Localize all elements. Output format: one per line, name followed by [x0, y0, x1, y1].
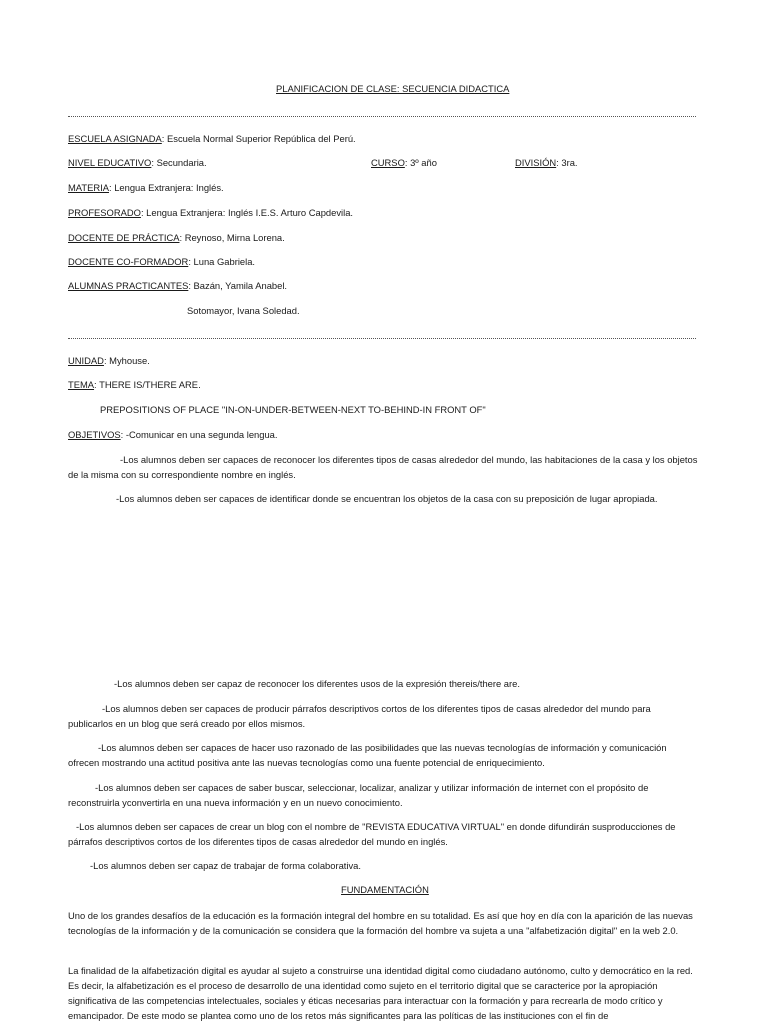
objective-item: -Los alumnos deben ser capaces de producir párrafos descriptivos cortos de los diferentes tipos de casas alrededor del mundo para publicarlos en un blog que será creado por ellos mismos.	[68, 703, 651, 729]
alumnas-label: ALUMNAS PRACTICANTES	[68, 280, 189, 291]
fundamentacion-paragraph-2: La finalidad de la alfabetización digital es ayudar al sujeto a construirse una identidad digital como ciudadano autónomo, culto y democrático en la red. Es decir, la alfabetización es el proceso de desarrollo de una identidad como sujeto en el territorio digital que se caracterice por la apropiación significativa de las competencias intelectuales, sociales y éticas necesarias para interactuar con la formación y para recrearla de modo crítico y emancipador. De este modo se plantea como uno de los retos más significantes para las políticas de las instituciones con el fin de	[68, 965, 693, 1021]
division-field	[515, 157, 578, 169]
coformador-line	[68, 256, 255, 268]
nivel-value: : Secundaria.	[151, 157, 207, 168]
profesorado-label: PROFESORADO	[68, 207, 141, 218]
fundamentacion-heading: FUNDAMENTACIÓN	[341, 884, 429, 895]
nivel-label: NIVEL EDUCATIVO	[68, 157, 152, 168]
objetivos-label: OBJETIVOS	[68, 429, 121, 440]
dotted-divider-bottom	[68, 338, 696, 339]
tema-label: TEMA	[68, 379, 95, 390]
escuela-label: ESCUELA ASIGNADA	[68, 133, 162, 144]
objective-item: -Los alumnos deben ser capaces de reconocer los diferentes tipos de casas alrededor del mundo, las habitaciones de la casa y los objetos de la misma con su correspondiente nombre en inglés.	[68, 454, 698, 480]
materia-value: : Lengua Extranjera: Inglés.	[108, 182, 224, 193]
alumna-second-name: Sotomayor, Ivana Soledad.	[187, 305, 300, 316]
coformador-label: DOCENTE CO-FORMADOR	[68, 256, 189, 267]
escuela-line	[68, 133, 356, 145]
tema-value: : THERE IS/THERE ARE.	[94, 379, 201, 390]
alumnas-line	[68, 280, 287, 292]
unidad-label: UNIDAD	[68, 355, 104, 366]
materia-label: MATERIA	[68, 182, 109, 193]
prepositions-line: PREPOSITIONS OF PLACE "IN-ON-UNDER-BETWEEN-NEXT TO-BEHIND-IN FRONT OF"	[100, 404, 486, 415]
curso-label: CURSO	[371, 157, 405, 168]
objective-item: -Los alumnos deben ser capaz de reconocer los diferentes usos de la expresión thereis/there are.	[114, 678, 520, 689]
objetivos-line	[68, 429, 278, 441]
nivel-line	[68, 157, 207, 169]
materia-line	[68, 182, 224, 194]
unidad-value: : Myhouse.	[103, 355, 150, 366]
dotted-divider-top	[68, 116, 696, 117]
docente-practica-line	[68, 232, 285, 244]
profesorado-value: : Lengua Extranjera: Inglés I.E.S. Arturo Capdevila.	[140, 207, 354, 218]
objective-item: -Los alumnos deben ser capaces de saber buscar, seleccionar, localizar, analizar y utilizar información de internet con el propósito de reconstruirla yconvertirla en una nueva información y en un nuevo conocimiento.	[68, 782, 649, 808]
document-title: PLANIFICACION DE CLASE: SECUENCIA DIDACTICA	[276, 83, 510, 94]
objetivos-value: : -Comunicar en una segunda lengua.	[120, 429, 278, 440]
division-label: DIVISIÓN	[515, 157, 557, 168]
objective-item: -Los alumnos deben ser capaces de hacer uso razonado de las posibilidades que las nuevas tecnologías de información y comunicación ofrecen mostrando una actitud positiva ante las nuevas tecnologías como una fuente potencial de enriquecimiento.	[68, 742, 667, 768]
escuela-value: : Escuela Normal Superior República del Perú.	[161, 133, 356, 144]
division-value: : 3ra.	[556, 157, 578, 168]
docente-practica-label: DOCENTE DE PRÁCTICA	[68, 232, 180, 243]
unidad-line	[68, 355, 150, 367]
coformador-value: : Luna Gabriela.	[188, 256, 256, 267]
tema-line	[68, 379, 201, 391]
objective-item: -Los alumnos deben ser capaces de identificar donde se encuentran los objetos de la casa con su preposición de lugar apropiada.	[116, 493, 658, 504]
curso-value: : 3º año	[404, 157, 437, 168]
objective-item: -Los alumnos deben ser capaz de trabajar de forma colaborativa.	[90, 860, 361, 871]
curso-field	[371, 157, 437, 169]
alumnas-value: : Bazán, Yamila Anabel.	[188, 280, 288, 291]
profesorado-line	[68, 207, 353, 219]
objective-item: -Los alumnos deben ser capaces de crear un blog con el nombre de "REVISTA EDUCATIVA VIRTUAL" en donde difundirán susproducciones de párrafos descriptivos cortos de los diferentes tipos de casas alrededor del mundo en inglés.	[68, 821, 676, 847]
fundamentacion-paragraph-1: Uno de los grandes desafíos de la educación es la formación integral del hombre en su totalidad. Es así que hoy en día con la aparición de las nuevas tecnologías de la información y de la comunicación se considera que la formación del hombre va sujeta a una "alfabetización digital" en la web 2.0.	[68, 910, 693, 936]
docente-practica-value: : Reynoso, Mirna Lorena.	[179, 232, 285, 243]
